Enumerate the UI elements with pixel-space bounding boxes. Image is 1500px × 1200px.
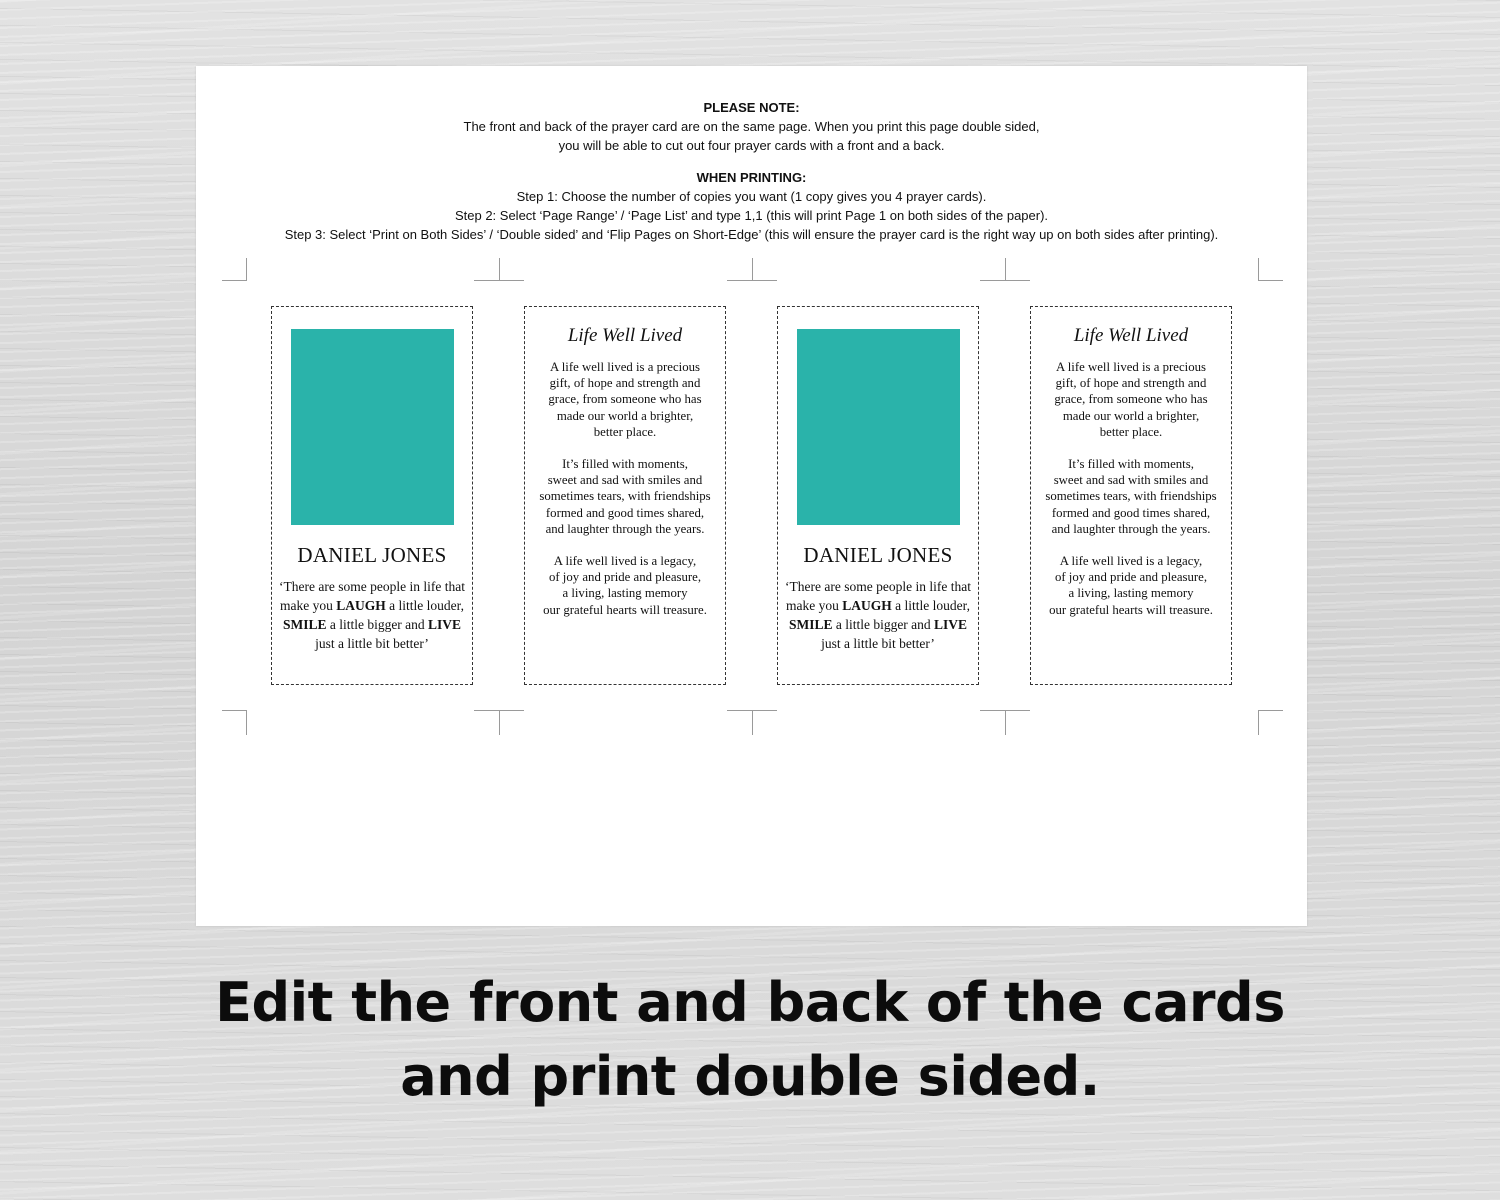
- crop-mark: [1258, 280, 1283, 281]
- crop-mark: [1005, 710, 1006, 735]
- crop-mark: [752, 258, 753, 281]
- crop-mark: [1258, 710, 1259, 735]
- crop-mark: [246, 258, 247, 281]
- caption: [0, 966, 1500, 1114]
- crop-mark: [222, 280, 247, 281]
- print-instructions: [196, 98, 1307, 244]
- crop-mark: [246, 710, 247, 735]
- step-3: Step 3: Select ‘Print on Both Sides’ / ‘Double sided’ and ‘Flip Pages on Short-Edge’ (this will ensure the prayer card is the right way up on both sides after printing).: [284, 227, 1219, 242]
- poem-title: Life Well Lived: [1073, 325, 1189, 346]
- crop-mark: [727, 710, 777, 711]
- poem-text: A life well lived is a precious gift, of hope and strength and grace, from someone who has made our world a brighter, better place. It’s filled with moments, sweet and sad with smiles and sometimes tears, with friendships formed and good times shared, and laughter through the years. A life well lived is a legacy, of joy and pride and pleasure, a living, lasting memory our grateful hearts will treasure.: [539, 360, 711, 617]
- poem-text: A life well lived is a precious gift, of hope and strength and grace, from someone who has made our world a brighter, better place. It’s filled with moments, sweet and sad with smiles and sometimes tears, with friendships formed and good times shared, and laughter through the years. A life well lived is a legacy, of joy and pride and pleasure, a living, lasting memory our grateful hearts will treasure.: [1045, 360, 1217, 617]
- crop-mark: [980, 280, 1030, 281]
- crop-mark: [752, 710, 753, 735]
- crop-mark: [1258, 258, 1259, 281]
- crop-mark: [727, 280, 777, 281]
- photo-placeholder[interactable]: [291, 329, 454, 525]
- deceased-name: DANIEL JONES: [297, 543, 447, 567]
- crop-mark: [980, 710, 1030, 711]
- crop-mark: [474, 710, 524, 711]
- prayer-card-front: [777, 306, 979, 685]
- crop-mark: [222, 710, 247, 711]
- step-2: Step 2: Select ‘Page Range’ / ‘Page List’ and type 1,1 (this will print Page 1 on both sides of the paper).: [454, 208, 1049, 223]
- printing-heading: WHEN PRINTING:: [696, 170, 807, 185]
- poem-title: Life Well Lived: [567, 325, 683, 346]
- prayer-card-front: [271, 306, 473, 685]
- crop-mark: [1258, 710, 1283, 711]
- crop-mark: [1005, 258, 1006, 281]
- caption-line: and print double sided.: [400, 1045, 1100, 1108]
- caption-line: Edit the front and back of the cards: [215, 971, 1285, 1034]
- note-line: The front and back of the prayer card are on the same page. When you print this page double sided,: [463, 119, 1040, 134]
- card-quote: ‘There are some people in life that make you LAUGH a little louder, SMILE a little bigger and LIVE just a little bit better’: [279, 579, 465, 651]
- crop-mark: [499, 710, 500, 735]
- prayer-card-back: [524, 306, 726, 685]
- note-line: you will be able to cut out four prayer cards with a front and a back.: [558, 138, 945, 153]
- crop-mark: [499, 258, 500, 281]
- crop-mark: [474, 280, 524, 281]
- deceased-name: DANIEL JONES: [803, 543, 953, 567]
- printable-sheet: [196, 66, 1307, 926]
- prayer-card-back: [1030, 306, 1232, 685]
- card-quote: ‘There are some people in life that make you LAUGH a little louder, SMILE a little bigger and LIVE just a little bit better’: [785, 579, 971, 651]
- note-heading: PLEASE NOTE:: [703, 100, 800, 115]
- step-1: Step 1: Choose the number of copies you want (1 copy gives you 4 prayer cards).: [516, 189, 987, 204]
- photo-placeholder[interactable]: [797, 329, 960, 525]
